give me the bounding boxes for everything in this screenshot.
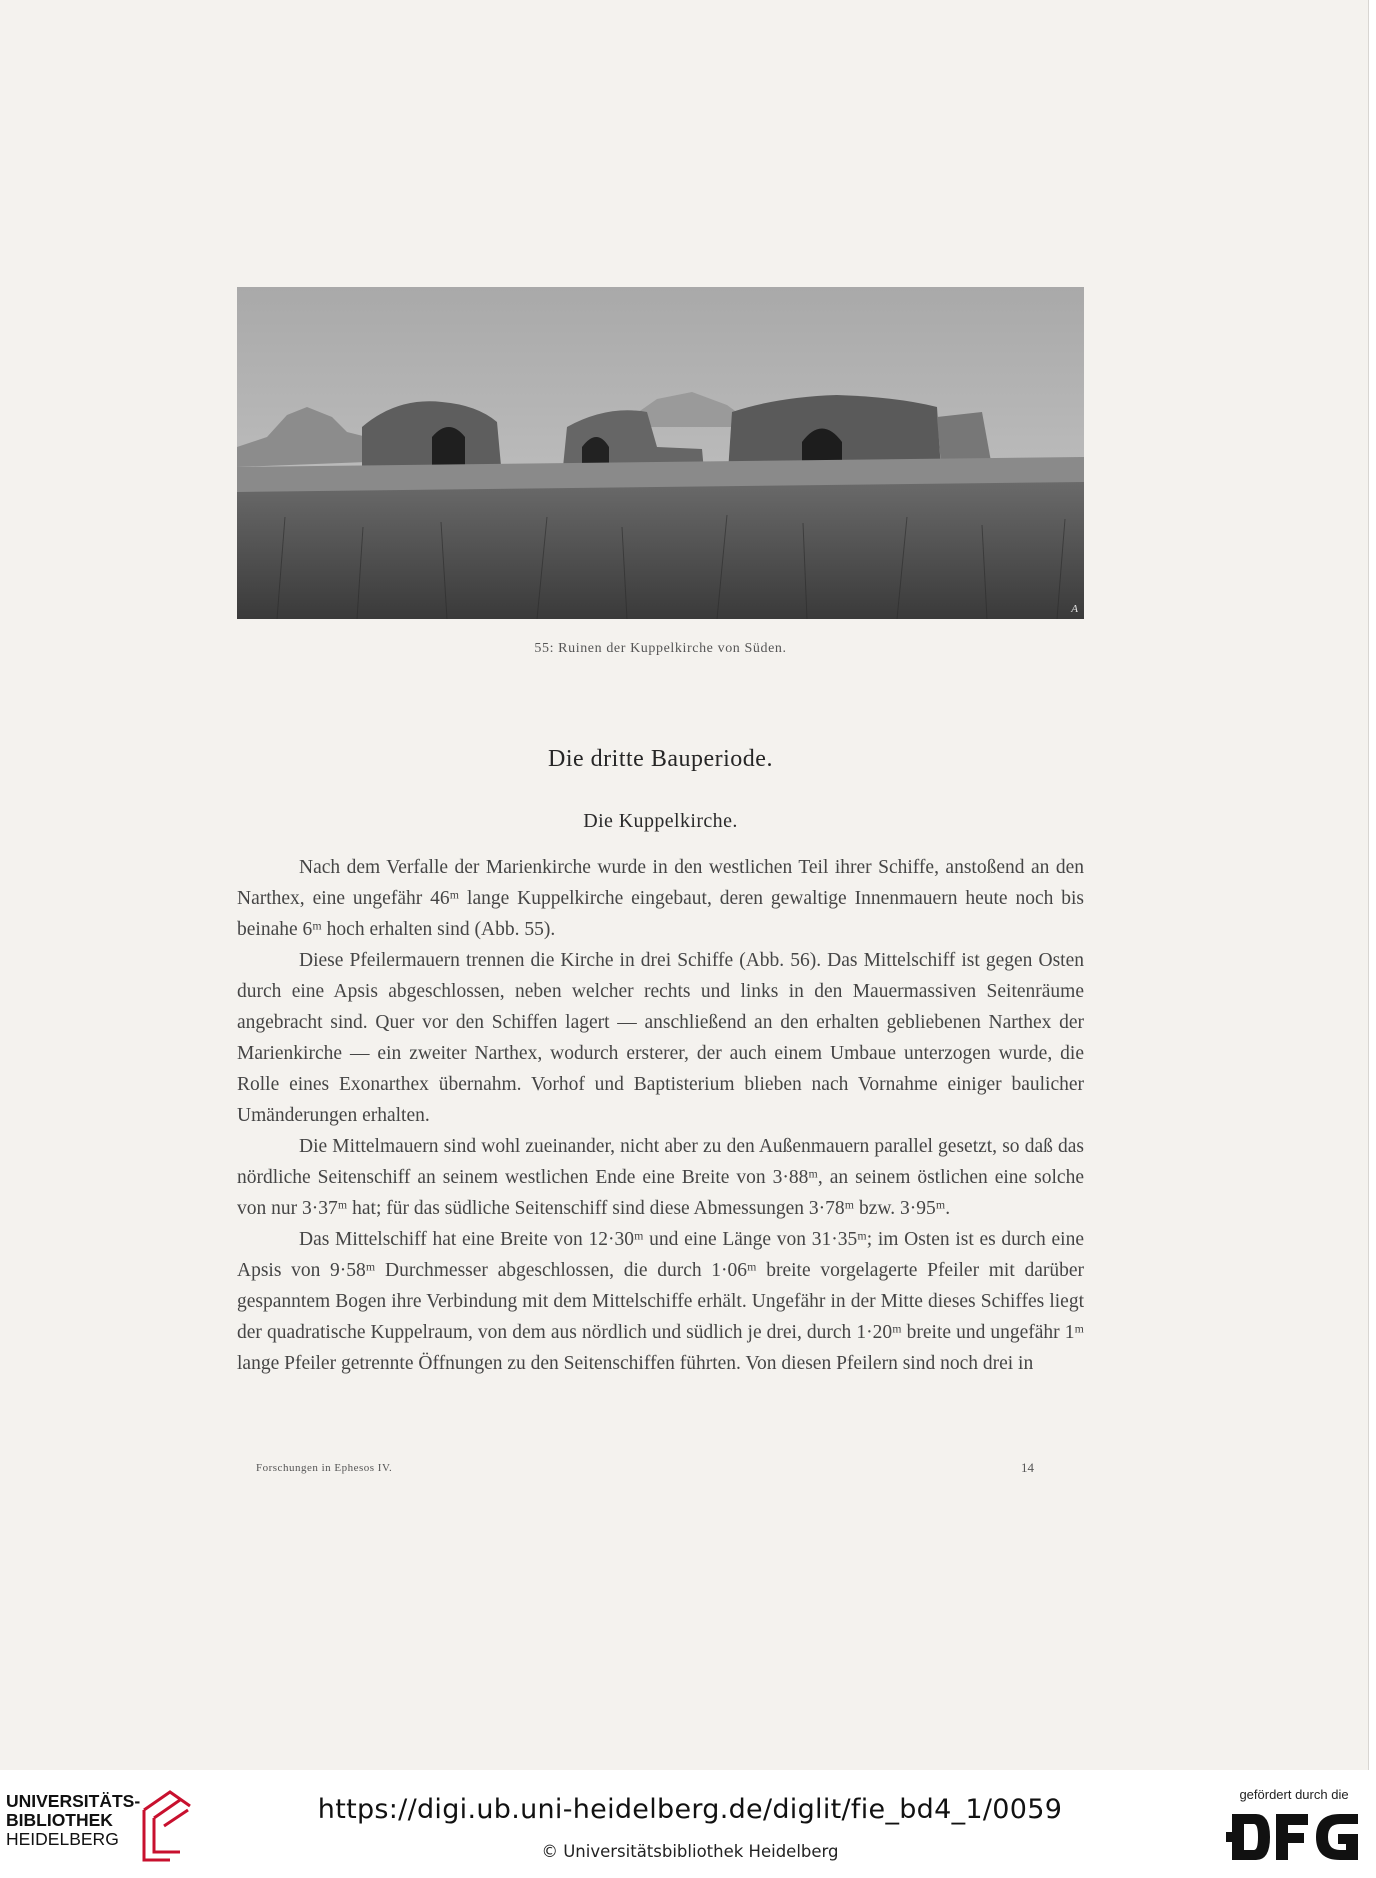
paragraph: Das Mittelschiff hat eine Breite von 12·30ᵐ und eine Länge von 31·35ᵐ; im Osten ist es durch eine Apsis von 9·58ᵐ Durchmesser abgeschlossen, die durch 1·06ᵐ breite vorgelagerte Pfeiler mit darüber gespanntem Bogen ihre Verbindung mit dem Mittelschiffe erhält. Ungefähr in der Mitte dieses Schiffes liegt der quadratische Kuppelraum, von dem aus nördlich und südlich je drei, durch 1·20ᵐ breite und ungefähr 1ᵐ lange Pfeiler getrennte Öffnungen zu den Seitenschiffen führten. Von diesen Pfeilern sind noch drei in <box>237 1229 1084 1374</box>
section-heading: Die dritte Bauperiode. <box>548 746 773 772</box>
paragraph: Nach dem Verfalle der Marienkirche wurde in den westlichen Teil ihrer Schiffe, anstoßend an den Narthex, eine ungefähr 46ᵐ lange Kuppelkirche eingebaut, deren gewaltige Innenmauern heute noch bis beinahe 6ᵐ hoch erhalten sind (Abb. 55). <box>237 857 1084 940</box>
subsection-heading: Die Kuppelkirche. <box>583 810 738 832</box>
library-name-line: HEIDELBERG <box>6 1829 119 1849</box>
photographer-mark: A <box>1071 603 1078 615</box>
library-name-line: BIBLIOTHEK <box>6 1810 113 1830</box>
running-footer-title: Forschungen in Ephesos IV. <box>256 1462 393 1474</box>
library-name[interactable] <box>6 1792 140 1849</box>
library-name-line: UNIVERSITÄTS- <box>6 1791 141 1811</box>
permalink-url[interactable]: https://digi.ub.uni-heidelberg.de/diglit/fie_bd4_1/0059 <box>317 1794 1063 1825</box>
funder-label: gefördert durch die <box>1239 1787 1349 1802</box>
dfg-logo-icon[interactable] <box>1226 1808 1364 1866</box>
figure-caption: 55: Ruinen der Kuppelkirche von Süden. <box>534 641 787 656</box>
photo-image <box>237 287 1084 619</box>
library-logo-icon[interactable] <box>140 1788 194 1864</box>
sheet-number: 14 <box>1021 1460 1034 1475</box>
paragraph: Diese Pfeilermauern trennen die Kirche in drei Schiffe (Abb. 56). Das Mittelschiff ist gegen Osten durch eine Apsis abgeschlossen, neben welcher rechts und links in den Mauermassiven Seitenräume angebracht sind. Quer vor den Schiffen lagert — anschließend an den erhalten gebliebenen Narthex der Marienkirche — ein zweiter Narthex, wodurch ersterer, der auch einem Umbaue unterzogen wurde, die Rolle eines Exonarthex übernahm. Vorhof und Baptisterium blieben nach Vornahme einiger baulicher Umänderungen erhalten. <box>237 950 1084 1126</box>
copyright-notice: © Universitätsbibliothek Heidelberg <box>541 1842 839 1861</box>
ruins-photograph <box>237 287 1084 619</box>
paragraph: Die Mittelmauern sind wohl zueinander, nicht aber zu den Außenmauern parallel gesetzt, so daß das nördliche Seitenschiff an seinem westlichen Ende eine Breite von 3·88ᵐ, an seinem östlichen eine solche von nur 3·37ᵐ hat; für das südliche Seitenschiff sind diese Abmessungen 3·78ᵐ bzw. 3·95ᵐ. <box>237 1136 1084 1219</box>
body-text <box>237 852 1084 1379</box>
